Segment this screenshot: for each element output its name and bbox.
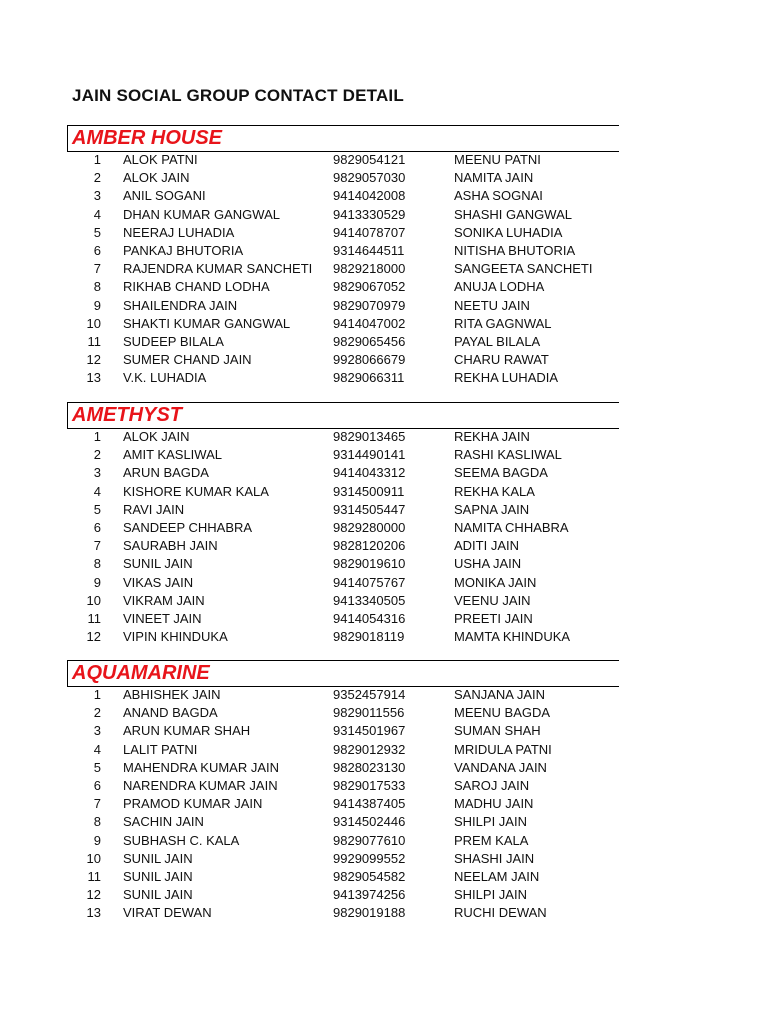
member-name: PANKAJ BHUTORIA [123,242,244,258]
member-name: SHAILENDRA JAIN [123,297,238,313]
phone-number: 9829011556 [333,705,405,721]
contact-row [0,169,768,187]
contact-row [0,574,768,592]
contact-row [0,704,768,722]
member-name: SUDEEP BILALA [123,333,224,349]
row-number: 11 [87,610,101,626]
section-header [67,660,619,687]
phone-number: 9314501967 [333,723,406,739]
row-number: 4 [93,483,101,499]
phone-number: 9314502446 [333,814,406,830]
spouse-name: VEENU JAIN [454,592,531,608]
row-number: 8 [93,814,101,830]
spouse-name: SHILPI JAIN [454,814,527,830]
phone-number: 9413340505 [333,592,406,608]
row-number: 12 [86,629,101,645]
row-number: 5 [93,224,101,240]
member-name: SAURABH JAIN [123,538,218,554]
contact-row [0,297,768,315]
member-name: RAVI JAIN [123,501,185,517]
spouse-name: PAYAL BILALA [454,333,541,349]
contact-row [0,187,768,205]
phone-number: 9829054582 [333,868,406,884]
contact-row [0,777,768,795]
row-number: 4 [93,206,101,222]
contact-row [0,610,768,628]
contact-row [0,741,768,759]
contact-row [0,428,768,446]
spouse-name: RASHI KASLIWAL [454,447,562,463]
spouse-name: NEELAM JAIN [454,868,540,884]
spouse-name: SHILPI JAIN [454,887,527,903]
phone-number: 9829065456 [333,333,406,349]
member-name: NARENDRA KUMAR JAIN [123,777,278,793]
member-name: VIKAS JAIN [123,574,194,590]
phone-number: 9414042008 [333,188,406,204]
phone-number: 9829018119 [333,629,405,645]
phone-number: 9414075767 [333,574,406,590]
row-number: 2 [93,170,101,186]
spouse-name: NAMITA CHHABRA [454,519,569,535]
spouse-name: SANGEETA SANCHETI [454,261,593,277]
row-number: 11 [87,868,101,884]
row-number: 1 [93,429,101,444]
row-number: 11 [87,333,101,349]
member-name: VINEET JAIN [123,610,202,626]
row-number: 4 [93,741,101,757]
phone-number: 9829067052 [333,279,406,295]
member-name: ALOK JAIN [123,429,190,444]
phone-number: 9352457914 [333,687,406,702]
contact-row [0,592,768,610]
phone-number: 9829057030 [333,170,406,186]
spouse-name: MONIKA JAIN [454,574,537,590]
contact-row [0,315,768,333]
phone-number: 9829019610 [333,556,406,572]
row-number: 1 [93,152,101,167]
row-number: 12 [86,887,101,903]
member-name: RAJENDRA KUMAR SANCHETI [123,261,313,277]
row-number: 7 [93,538,101,554]
contact-row [0,369,768,387]
spouse-name: MAMTA KHINDUKA [454,629,571,645]
member-name: ARUN KUMAR SHAH [123,723,251,739]
spouse-name: USHA JAIN [454,556,522,572]
spouse-name: MADHU JAIN [454,796,534,812]
row-number: 9 [93,297,101,313]
member-name: KISHORE KUMAR KALA [123,483,269,499]
member-name: PRAMOD KUMAR JAIN [123,796,263,812]
phone-number: 9829077610 [333,832,406,848]
row-number: 13 [86,370,101,386]
member-name: NEERAJ LUHADIA [123,224,235,240]
contact-row [0,795,768,813]
member-name: SACHIN JAIN [123,814,204,830]
row-number: 5 [93,501,101,517]
section-title: AMBER HOUSE [72,127,223,149]
row-number: 1 [93,687,101,702]
member-name: RIKHAB CHAND LODHA [123,279,270,295]
member-name: ANIL SOGANI [123,188,206,204]
member-name: SUNIL JAIN [123,850,193,866]
phone-number: 9829054121 [333,152,406,167]
phone-number: 9414054316 [333,610,406,626]
member-name: AMIT KASLIWAL [123,447,222,463]
member-name: VIPIN KHINDUKA [123,629,228,645]
row-number: 3 [93,465,101,481]
phone-number: 9828023130 [333,759,406,775]
member-name: VIRAT DEWAN [123,905,212,921]
contact-row [0,333,768,351]
member-name: LALIT PATNI [123,741,198,757]
spouse-name: CHARU RAWAT [454,352,549,368]
spouse-name: PREETI JAIN [454,610,533,626]
phone-number: 9413974256 [333,887,406,903]
page-title: JAIN SOCIAL GROUP CONTACT DETAIL [72,86,404,105]
spouse-name: REKHA KALA [454,483,535,499]
spouse-name: MRIDULA PATNI [454,741,552,757]
member-name: SUNIL JAIN [123,556,193,572]
contact-row [0,446,768,464]
member-name: ANAND BAGDA [123,705,218,721]
spouse-name: NAMITA JAIN [454,170,534,186]
contact-row [0,886,768,904]
row-number: 8 [93,279,101,295]
row-number: 2 [93,705,101,721]
member-name: V.K. LUHADIA [123,370,207,386]
contact-row [0,850,768,868]
phone-number: 9829070979 [333,297,406,313]
contact-row [0,464,768,482]
row-number: 9 [93,832,101,848]
phone-number: 9929099552 [333,850,406,866]
spouse-name: REKHA LUHADIA [454,370,559,386]
row-number: 10 [86,592,101,608]
phone-number: 9314505447 [333,501,406,517]
contact-row [0,351,768,369]
contact-row [0,151,768,169]
phone-number: 9314500911 [333,483,405,499]
spouse-name: NITISHA BHUTORIA [454,242,576,258]
spouse-name: SUMAN SHAH [454,723,541,739]
contact-list [0,428,768,646]
member-name: ARUN BAGDA [123,465,209,481]
member-name: SUBHASH C. KALA [123,832,240,848]
spouse-name: SAROJ JAIN [454,777,530,793]
phone-number: 9829066311 [333,370,405,386]
spouse-name: RUCHI DEWAN [454,905,547,921]
row-number: 12 [86,352,101,368]
section-title: AMETHYST [72,404,182,426]
phone-number: 9829017533 [333,777,406,793]
contact-row [0,260,768,278]
section-header [67,402,619,429]
contact-row [0,628,768,646]
phone-number: 9829218000 [333,261,406,277]
phone-number: 9414047002 [333,315,406,331]
spouse-name: SONIKA LUHADIA [454,224,563,240]
spouse-name: MEENU PATNI [454,152,541,167]
contact-row [0,278,768,296]
contact-row [0,519,768,537]
contact-row [0,242,768,260]
contact-row [0,832,768,850]
member-name: SHAKTI KUMAR GANGWAL [123,315,291,331]
row-number: 3 [93,723,101,739]
row-number: 9 [93,574,101,590]
contact-row [0,686,768,704]
section-title: AQUAMARINE [72,662,210,684]
contact-row [0,537,768,555]
contact-row [0,813,768,831]
spouse-name: PREM KALA [454,832,529,848]
spouse-name: NEETU JAIN [454,297,530,313]
spouse-name: ANUJA LODHA [454,279,545,295]
phone-number: 9829012932 [333,741,406,757]
contact-row [0,501,768,519]
phone-number: 9314644511 [333,242,405,258]
member-name: SUNIL JAIN [123,868,193,884]
phone-number: 9413330529 [333,206,406,222]
contact-row [0,904,768,922]
spouse-name: MEENU BAGDA [454,705,551,721]
spouse-name: VANDANA JAIN [454,759,547,775]
spouse-name: ASHA SOGNAI [454,188,543,204]
contact-row [0,206,768,224]
spouse-name: SHASHI GANGWAL [454,206,572,222]
member-name: DHAN KUMAR GANGWAL [123,206,280,222]
row-number: 6 [93,519,101,535]
spouse-name: RITA GAGNWAL [454,315,552,331]
contact-row [0,868,768,886]
contact-row [0,483,768,501]
member-name: ABHISHEK JAIN [123,687,221,702]
contact-row [0,555,768,573]
row-number: 10 [86,315,101,331]
row-number: 3 [93,188,101,204]
row-number: 5 [93,759,101,775]
phone-number: 9829280000 [333,519,406,535]
member-name: ALOK PATNI [123,152,198,167]
phone-number: 9829019188 [333,905,406,921]
contact-list [0,151,768,387]
phone-number: 9828120206 [333,538,406,554]
spouse-name: REKHA JAIN [454,429,530,444]
row-number: 13 [86,905,101,921]
phone-number: 9314490141 [333,447,406,463]
row-number: 10 [86,850,101,866]
member-name: VIKRAM JAIN [123,592,205,608]
row-number: 7 [93,796,101,812]
section-header [67,125,619,152]
phone-number: 9928066679 [333,352,406,368]
row-number: 2 [93,447,101,463]
phone-number: 9414387405 [333,796,406,812]
member-name: SANDEEP CHHABRA [123,519,253,535]
spouse-name: SANJANA JAIN [454,687,546,702]
row-number: 8 [93,556,101,572]
phone-number: 9414043312 [333,465,406,481]
contact-row [0,722,768,740]
contact-list [0,686,768,922]
row-number: 6 [93,777,101,793]
member-name: MAHENDRA KUMAR JAIN [123,759,280,775]
contact-row [0,759,768,777]
contact-row [0,224,768,242]
phone-number: 9829013465 [333,429,406,444]
spouse-name: ADITI JAIN [454,538,520,554]
member-name: ALOK JAIN [123,170,190,186]
spouse-name: SEEMA BAGDA [454,465,548,481]
row-number: 7 [93,261,101,277]
member-name: SUMER CHAND JAIN [123,352,252,368]
spouse-name: SHASHI JAIN [454,850,535,866]
row-number: 6 [93,242,101,258]
member-name: SUNIL JAIN [123,887,193,903]
phone-number: 9414078707 [333,224,406,240]
spouse-name: SAPNA JAIN [454,501,530,517]
